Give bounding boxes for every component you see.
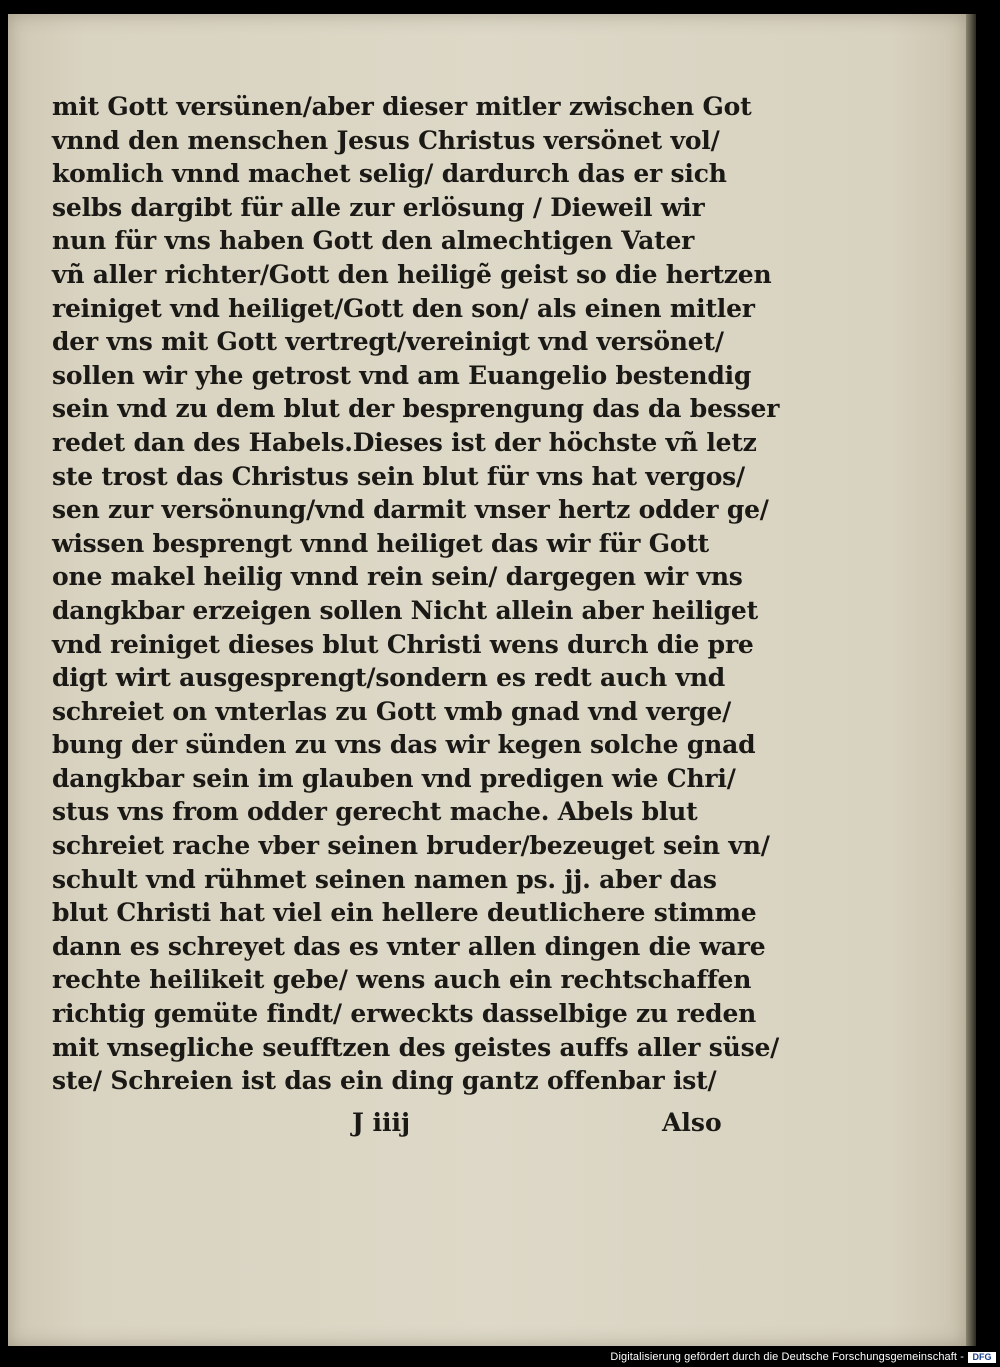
book-page — [8, 14, 966, 1346]
text-line: dangkbar erzeigen sollen Nicht allein aber heiliget — [52, 595, 758, 625]
text-line: one makel heilig vnnd rein sein/ dargegen wir vns — [52, 562, 743, 592]
text-line: mit vnsegliche seufftzen des geistes auffs aller süse/ — [52, 1032, 780, 1062]
text-line: komlich vnnd machet selig/ dardurch das er sich — [52, 159, 727, 189]
page-footer — [52, 1108, 752, 1144]
text-line: rechte heilikeit gebe/ wens auch ein rechtschaffen — [52, 965, 752, 995]
text-line: schreiet rache vber seinen bruder/bezeuget sein vn/ — [52, 831, 770, 861]
text-line: blut Christi hat viel ein hellere deutlichere stimme — [52, 898, 757, 928]
text-line: nun für vns haben Gott den almechtigen Vater — [52, 226, 695, 256]
text-line: ste/ Schreien ist das ein ding gantz offenbar ist/ — [52, 1066, 717, 1096]
text-line: ste trost das Christus sein blut für vns hat vergos/ — [52, 461, 745, 491]
text-line: digt wirt ausgesprengt/sondern es redt auch vnd — [52, 663, 726, 693]
text-line: bung der sünden zu vns das wir kegen solche gnad — [52, 730, 756, 760]
catchword: Also — [662, 1108, 722, 1137]
text-line: vñ aller richter/Gott den heiligẽ geist so die hertzen — [52, 259, 772, 289]
signature-mark: J iiij — [352, 1108, 411, 1137]
page-text-block — [52, 90, 780, 1098]
text-line: vnd reiniget dieses blut Christi wens durch die pre — [52, 629, 754, 659]
text-line: sollen wir yhe getrost vnd am Euangelio bestendig — [52, 360, 752, 390]
text-line: sein vnd zu dem blut der besprengung das da besser — [52, 394, 780, 424]
text-line: redet dan des Habels.Dieses ist der höchste vñ letz — [52, 427, 757, 457]
text-line: dangkbar sein im glauben vnd predigen wie Chri/ — [52, 763, 736, 793]
text-line: wissen besprengt vnnd heiliget das wir für Gott — [52, 528, 710, 558]
text-line: reiniget vnd heiliget/Gott den son/ als einen mitler — [52, 293, 755, 323]
text-line: stus vns from odder gerecht mache. Abels blut — [52, 797, 698, 827]
text-line: schult vnd rühmet seinen namen ps. jj. aber das — [52, 864, 717, 894]
text-line: vnnd den menschen Jesus Christus versönet vol/ — [52, 125, 720, 155]
funding-note: Digitalisierung gefördert durch die Deutsche Forschungsgemeinschaft - — [610, 1351, 964, 1363]
text-line: schreiet on vnterlas zu Gott vmb gnad vnd verge/ — [52, 696, 732, 726]
text-line: dann es schreyet das es vnter allen dingen die ware — [52, 931, 766, 961]
text-line: sen zur versönung/vnd darmit vnser hertz odder ge/ — [52, 495, 769, 525]
dfg-logo: DFG — [968, 1352, 996, 1363]
text-line: der vns mit Gott vertregt/vereinigt vnd versönet/ — [52, 327, 724, 357]
text-line: richtig gemüte findt/ erweckts dasselbige zu reden — [52, 999, 757, 1029]
text-line: mit Gott versünen/aber dieser mitler zwischen Got — [52, 92, 752, 121]
page-edge — [966, 14, 976, 1346]
text-line: selbs dargibt für alle zur erlösung / Dieweil wir — [52, 192, 705, 222]
